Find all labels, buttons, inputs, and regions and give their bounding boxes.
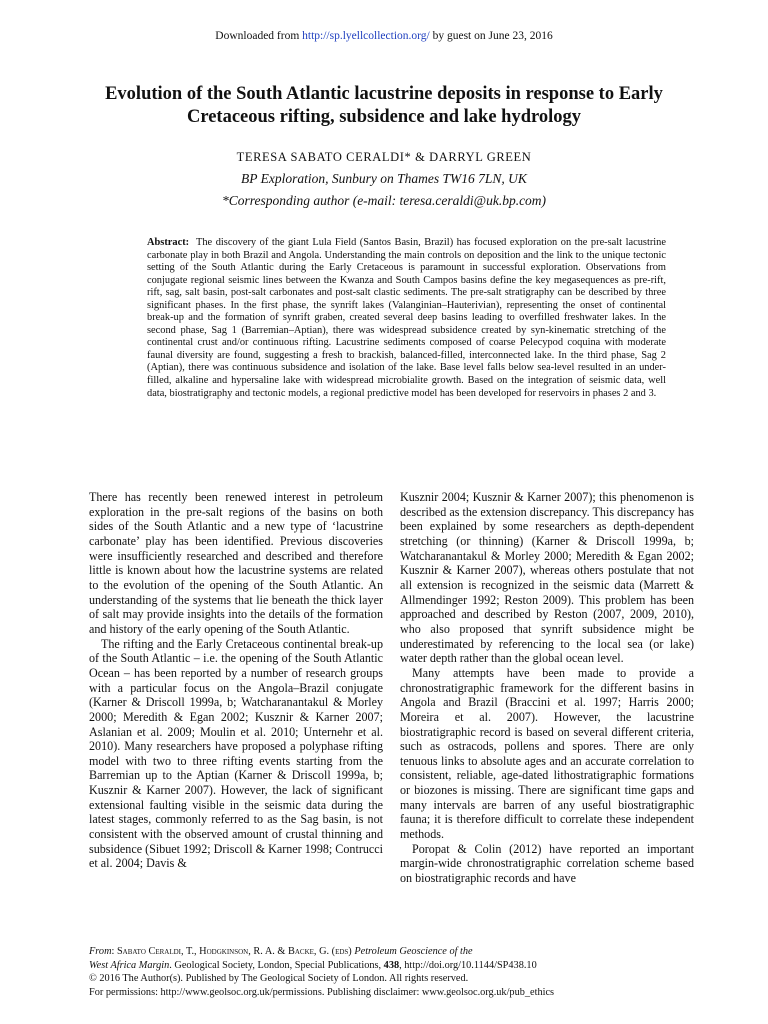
editors: Sabato Ceraldi, T., Hodgkinson, R. A. & Backe, G. (eds)	[116, 946, 352, 957]
download-prefix: Downloaded from	[215, 30, 303, 42]
book-title-part-1: Petroleum Geoscience of the	[354, 946, 473, 957]
authors: TERESA SABATO CERALDI* & DARRYL GREEN	[236, 150, 532, 164]
volume: 438	[383, 959, 400, 971]
book-title-part-2: West Africa Margin	[89, 959, 170, 971]
body-column-right	[400, 490, 694, 886]
citation-line-2	[89, 959, 689, 973]
copyright: © 2016 The Author(s). Published by The Geological Society of London. All rights reserved.	[89, 973, 469, 984]
body-paragraph: Poropat & Colin (2012) have reported an important margin-wide chronostratigraphic correlation scheme based on biostratigraphic records and have	[400, 841, 694, 886]
from-label: From	[89, 946, 112, 957]
citation-line-1: From: Sabato Ceraldi, T., Hodgkinson, R. A. & Backe, G. (eds) Petroleum Geoscience of the	[89, 946, 473, 957]
body-paragraph: Many attempts have been made to provide a chronostratigraphic framework for the different basins in Angola and Brazil (Braccini et al. 1997; Harris 2000; Moreira et al. 2007). However, the lacustrine biostratigraphic record is based on several different criteria, such as ostracods, pollens and spores. There are only tenuous links to absolute ages and an accurate correlation to consistent, reliable, age-dated lithostratigraphic formations or biozones is missing. There are significant time gaps and many intervals are barren of any useful biostratigraphic fauna; it is therefore difficult to correlate these independent methods.	[400, 665, 694, 842]
download-suffix: by guest on June 23, 2016	[429, 30, 553, 42]
body-paragraph: The rifting and the Early Cretaceous continental break-up of the South Atlantic – i.e. the opening of the South Atlantic Ocean – has been reported by a number of research groups with a particular focus on the Angola–Brazil conjugate (Karner & Driscoll 1999a, b; Watcharanantakul & Morley 2000; Meredith & Egan 2002; Kusznir & Karner 2007; Aslanian et al. 2009; Moulin et al. 2010; Unternehr et al. 2010). Many researchers have proposed a polyphase rifting model with two to three rifting events starting from the Barremian up to the Aptian (Karner & Driscoll 1999a, b; Kusznir & Karner 2007). However, the lack of significant extensional faulting visible in the seismic data during the latest stages, commonly referred to as the Sag basin, is not consistent with the observed amount of crustal thinning and subsidence (Sibuet 1992; Driscoll & Karner 1998; Contrucci et al. 2004; Davis &	[89, 636, 383, 871]
paper-title: Evolution of the South Atlantic lacustrine deposits in response to Early Cretaceous rifting, subsidence and lake hydrology	[105, 84, 663, 127]
permissions: For permissions: http://www.geolsoc.org.uk/permissions. Publishing disclaimer: www.geolsoc.org.uk/pub_ethics	[89, 986, 555, 998]
download-link[interactable]: http://sp.lyellcollection.org/	[302, 30, 430, 42]
series: . Geological Society, London, Special Publications,	[169, 959, 382, 971]
affiliation: BP Exploration, Sunbury on Thames TW16 7LN, UK	[241, 171, 527, 186]
abstract	[147, 237, 666, 400]
body-column-left	[89, 490, 383, 871]
doi: , http://doi.org/10.1144/SP438.10	[399, 959, 537, 971]
citation-footer	[89, 945, 689, 999]
body-paragraph: Kusznir 2004; Kusznir & Karner 2007); this phenomenon is described as the extension discrepancy. This discrepancy has been explained by some researchers as depth-dependent stretching (or thinning) (Karner & Driscoll 1999a, b; Watcharanantakul & Morley 2000; Meredith & Egan 2002; Kusznir & Karner 2007), whereas others postulate that not all extension is recognized in the seismic data (Marrett & Allmendinger 1992; Reston 2009). This problem has been approached and described by Reston (2007, 2009, 2010), who also proposed that synrift subsidence might be underestimated by referencing to the local sea (or lake) water depth rather than the global ocean level.	[400, 490, 694, 666]
abstract-label: Abstract:	[147, 237, 190, 248]
body-paragraph: There has recently been renewed interest in petroleum exploration in the pre-salt regions of the basins on both sides of the South Atlantic and a new type of ‘lacustrine carbonate’ play has been identified. Previous discoveries were insufficiently researched and described and therefore little is known about how the lacustrine systems are related to the evolution of the opening of the South Atlantic. An understanding of the systems that lie beneath the thick layer of salt may provide insights into the details of the formation and history of the early opening of the South Atlantic.	[89, 490, 383, 636]
abstract-text: The discovery of the giant Lula Field (Santos Basin, Brazil) has focused exploration on the pre-salt lacustrine carbonate play in both Brazil and Angola. Understanding the main controls on deposition and the link to the unique tectonic setting of the South Atlantic during the Early Cretaceous is paramount in successful exploration. Observations from conjugate regional seismic lines between the Kwanza and South Campos basins define the key megasequences as pre-rift, rift, sag, salt basin, post-salt carbonates and post-salt clastic sediments. The pre-salt stratigraphy can be described by three significant phases. In the first phase, the synrift lakes (Valanginian–Hauterivian), representing the onset of continental break-up and the formation of synrift graben, created several deep basins leading to overfilled freshwater lakes. In the second phase, Sag 1 (Barremian–Aptian), there was widespread subsidence created by syn-kinematic stretching of the continental crust and/or continuous rifting. Lacustrine sediments composed of coarse Pelecypod coquina with moderate faunal diversity are found, suggesting a fresh to brackish, balanced-filled, interconnected lake. In the third phase, Sag 2 (Aptian), there was continuous subsidence and isolation of the lake. Base level falls below sea-level resulted in an under-filled, alkaline and hypersaline lake with widespread microbialite growth. Based on the integration of seismic data, well data, biostratigraphy and tectonic models, a regional predictive model has been developed for reservoirs in phases 2 and 3.	[147, 237, 666, 399]
corresponding-author: *Corresponding author (e-mail: teresa.ceraldi@uk.bp.com)	[221, 193, 547, 208]
download-notice	[0, 29, 768, 43]
